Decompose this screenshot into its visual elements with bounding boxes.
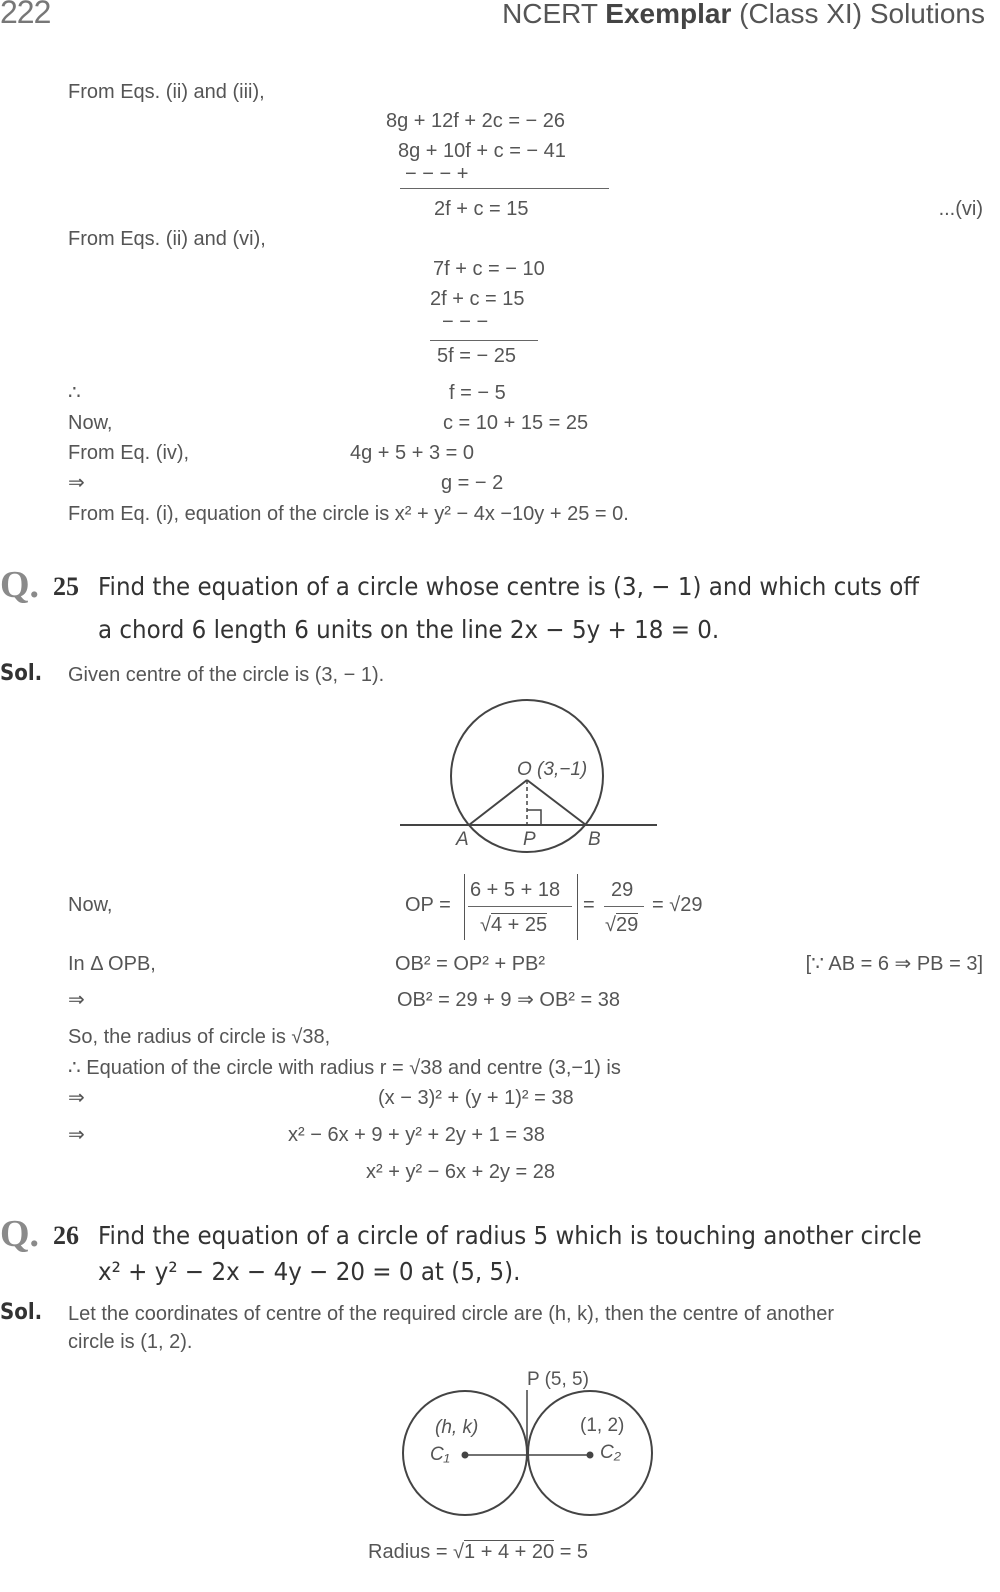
implies-symbol: ⇒ [68,1124,85,1146]
text-line: ∴ Equation of the circle with radius r = √38 and centre (3,−1) is [68,1057,621,1079]
text-line: So, the radius of circle is √38, [68,1026,331,1048]
question-text: Find the equation of a circle of radius 5 which is touching another circle [98,1221,922,1250]
equation-tag: ...(vi) [938,198,983,220]
equation: g = − 2 [441,472,504,494]
text-line: Given centre of the circle is (3, − 1). [68,664,385,686]
text-line: Now, [68,894,113,916]
therefore-symbol: ∴ [68,382,81,404]
question-mark-label: Q. [0,1213,40,1255]
solution-label: Sol. [0,1300,43,1325]
radius-result: = 5 [559,1541,589,1563]
equation: = √29 [652,894,703,916]
equals: = [583,894,595,916]
equation: 2f + c = 15 [434,198,529,220]
equation: (x − 3)² + (y + 1)² = 38 [378,1087,574,1109]
question-text: a chord 6 length 6 units on the line 2x − 5y + 18 = 0. [98,615,720,644]
question-number: 25 [53,572,79,601]
equation: c = 10 + 15 = 25 [443,412,589,434]
fraction-bar [468,906,572,907]
fraction-denominator: √29 [605,914,639,936]
implies-symbol: ⇒ [68,989,85,1011]
equation: x² − 6x + 9 + y² + 2y + 1 = 38 [288,1124,545,1146]
text-line: From Eq. (i), equation of the circle is x² + y² − 4x −10y + 25 = 0. [68,503,629,525]
text-line: From Eqs. (ii) and (iii), [68,81,265,103]
question-text: x² + y² − 2x − 4y − 20 = 0 at (5, 5). [98,1257,521,1286]
fraction-bar [604,906,644,907]
fraction-numerator: 29 [611,879,634,901]
equation: f = − 5 [449,382,506,404]
segment-oa [469,780,527,825]
equation: OB² = 29 + 9 ⇒ OB² = 38 [397,989,620,1011]
implies-symbol: ⇒ [68,472,85,494]
text-line: Now, [68,412,113,434]
equation: Radius = √1 + 4 + 20 = 5 [368,1541,589,1563]
point-c1 [463,1453,468,1458]
sign-row: − − − [442,311,489,333]
text-line: From Eq. (iv), [68,442,190,464]
label-p: P (5, 5) [527,1369,589,1390]
label-p: P [523,829,536,850]
equation: 5f = − 25 [437,345,516,367]
radicand: 1 + 4 + 20 [464,1541,555,1563]
page-number: 222 [0,0,51,30]
equation: OP = [405,894,451,916]
sign-row: − − − + [405,163,469,185]
question-text: Find the equation of a circle whose centre is (3, − 1) and which cuts off [98,572,920,601]
fraction-numerator: 6 + 5 + 18 [470,879,561,901]
radius-label: Radius = [368,1541,448,1563]
title-bold: Exemplar [605,0,732,29]
point-c2 [588,1453,593,1458]
fraction-denominator: √4 + 25 [480,914,548,936]
label-c1: C₁ [430,1444,450,1465]
segment-ob [527,780,586,825]
label-a: A [456,829,469,850]
right-angle-mark [527,810,541,825]
label-hk: (h, k) [435,1417,479,1438]
equation: 7f + c = − 10 [433,258,545,280]
text-line: From Eqs. (ii) and (vi), [68,228,266,250]
note: [∵ AB = 6 ⇒ PB = 3] [805,953,983,975]
equation: OB² = OP² + PB² [395,953,546,975]
text-line: Let the coordinates of centre of the required circle are (h, k), then the centre of another [68,1303,834,1325]
implies-symbol: ⇒ [68,1087,85,1109]
equation: 4g + 5 + 3 = 0 [350,442,474,464]
equation: x² + y² − 6x + 2y = 28 [366,1161,555,1183]
equation: 2f + c = 15 [430,288,525,310]
label-1-2: (1, 2) [580,1415,625,1436]
text-line: circle is (1, 2). [68,1331,193,1353]
label-c2: C₂ [600,1442,621,1463]
question-number: 26 [53,1221,79,1250]
text-line: In Δ OPB, [68,953,156,975]
title-prefix: NCERT [502,0,606,29]
title-suffix: (Class XI) Solutions [731,0,985,29]
radicand: 4 + 25 [490,914,548,936]
label-b: B [588,829,601,850]
question-mark-label: Q. [0,564,40,606]
radicand: 29 [615,914,639,936]
equation: 8g + 12f + 2c = − 26 [386,110,566,132]
label-o: O (3,−1) [517,759,588,780]
equation: 8g + 10f + c = − 41 [398,140,566,162]
solution-label: Sol. [0,661,43,686]
